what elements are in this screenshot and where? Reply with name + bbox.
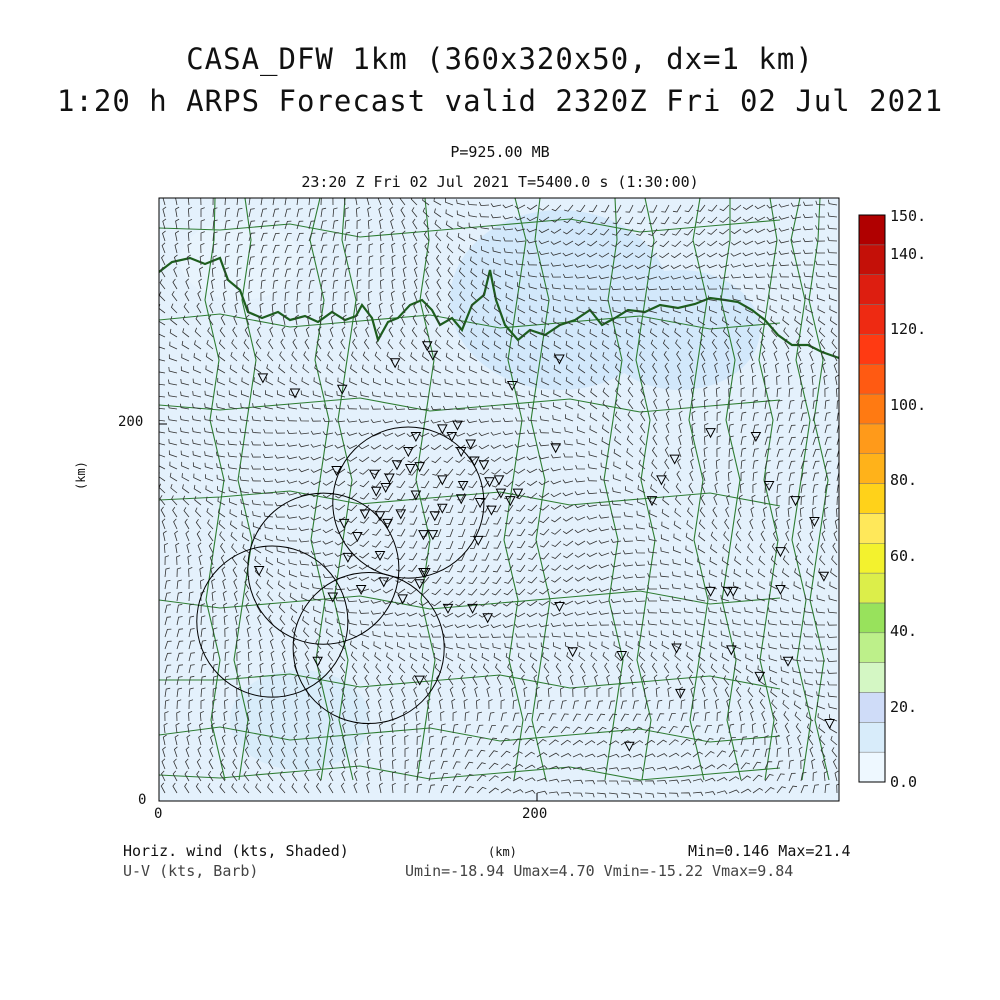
colorbar-swatch <box>859 722 885 752</box>
colorbar-swatch <box>859 603 885 633</box>
colorbar-swatch <box>859 454 885 484</box>
y-tick-200: 200 <box>118 414 144 430</box>
x-tick-200: 200 <box>522 806 548 822</box>
valid-time-label: 23:20 Z Fri 02 Jul 2021 T=5400.0 s (1:30:00) <box>301 173 699 191</box>
colorbar-swatch <box>859 394 885 424</box>
x-axis-label: (km) <box>488 845 517 859</box>
colorbar-swatch <box>859 215 885 245</box>
colorbar-swatch <box>859 334 885 364</box>
pressure-level-label: P=925.00 MB <box>450 143 550 161</box>
colorbar-swatch <box>859 275 885 305</box>
colorbar-swatch <box>859 752 885 782</box>
colorbar-swatch <box>859 424 885 454</box>
uv-min-max-label: Umin=-18.94 Umax=4.70 Vmin=-15.22 Vmax=9.84 <box>405 862 794 880</box>
vector-variable-label: U-V (kts, Barb) <box>123 862 259 880</box>
colorbar-label: 0.0 <box>890 773 918 791</box>
y-tick-0: 0 <box>138 792 147 808</box>
colorbar-label: 40. <box>890 622 918 641</box>
y-axis-label: (km) <box>74 461 88 490</box>
x-tick-0: 0 <box>154 806 163 822</box>
min-max-label: Min=0.146 Max=21.4 <box>688 842 851 860</box>
colorbar-swatch <box>859 692 885 722</box>
colorbar-label: 100. <box>890 395 927 414</box>
colorbar <box>859 215 885 782</box>
colorbar-swatch <box>859 305 885 335</box>
colorbar-label: 150. <box>890 207 927 225</box>
shaded-variable-label: Horiz. wind (kts, Shaded) <box>123 842 349 860</box>
colorbar-swatch <box>859 484 885 514</box>
colorbar-swatch <box>859 543 885 573</box>
colorbar-swatch <box>859 573 885 603</box>
colorbar-label: 20. <box>890 697 918 716</box>
colorbar-label: 60. <box>890 546 918 565</box>
colorbar-label: 120. <box>890 320 927 339</box>
colorbar-swatch <box>859 513 885 543</box>
colorbar-swatch <box>859 364 885 394</box>
colorbar-label: 140. <box>890 245 927 263</box>
colorbar-swatch <box>859 663 885 693</box>
colorbar-swatch <box>859 633 885 663</box>
plot-title-line2: 1:20 h ARPS Forecast valid 2320Z Fri 02 Jul 2021 <box>56 84 944 118</box>
colorbar-swatch <box>859 245 885 275</box>
colorbar-label: 80. <box>890 471 918 490</box>
plot-title-line1: CASA_DFW 1km (360x320x50, dx=1 km) <box>186 42 814 76</box>
